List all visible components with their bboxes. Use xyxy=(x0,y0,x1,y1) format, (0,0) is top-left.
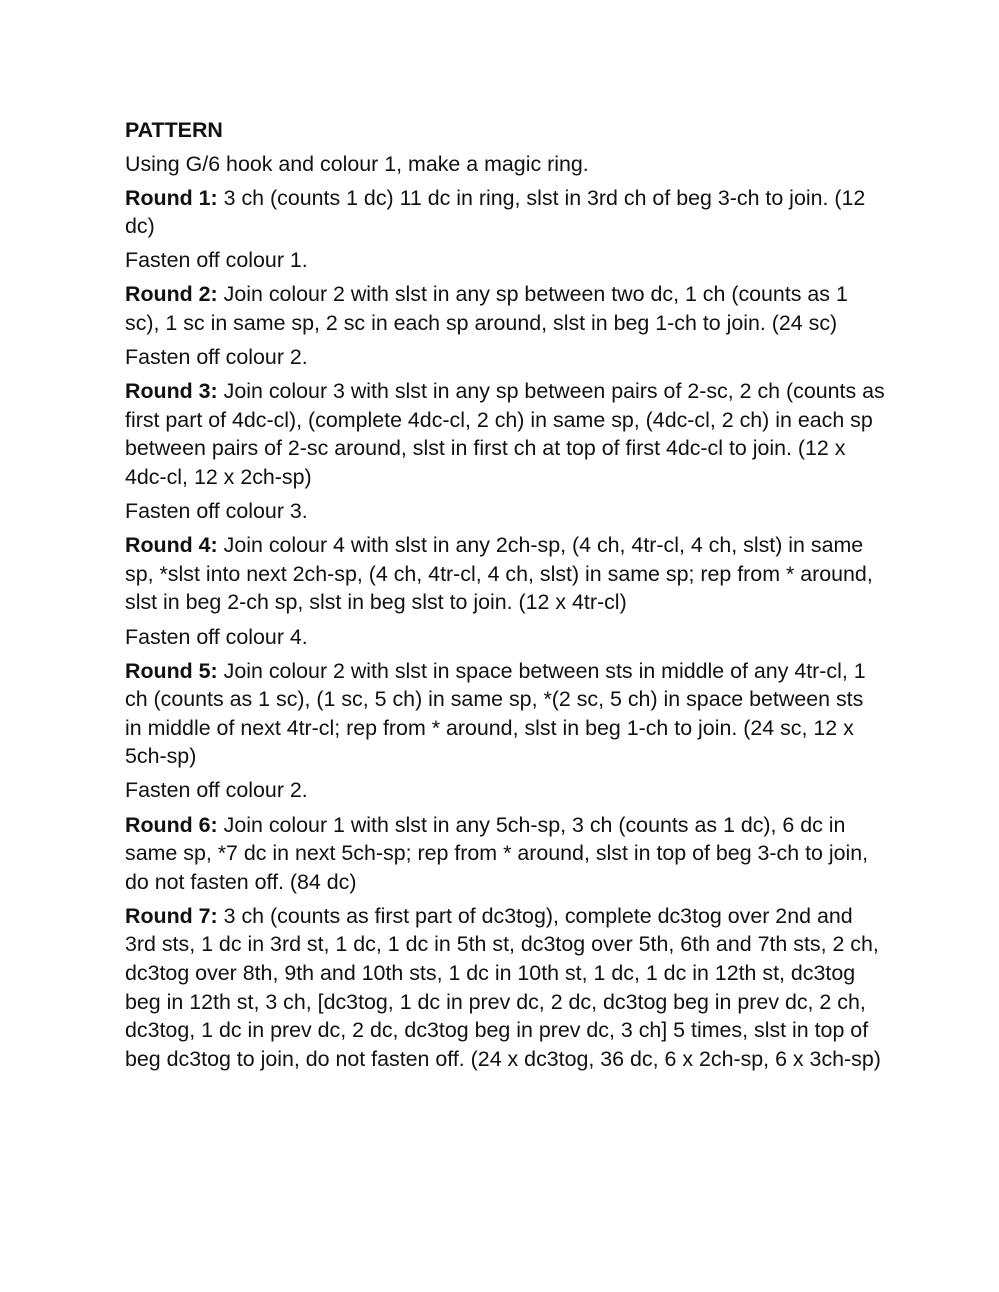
fasten-off-paragraph xyxy=(125,246,885,275)
instruction-text: Fasten off colour 2. xyxy=(125,778,308,803)
fasten-off-paragraph xyxy=(125,343,885,372)
instruction-text: 3 ch (counts 1 dc) 11 dc in ring, slst in 3rd ch of beg 3-ch to join. (12 dc) xyxy=(125,185,866,239)
round-paragraph xyxy=(125,184,885,241)
fasten-off-paragraph xyxy=(125,497,885,526)
instruction-text: Fasten off colour 1. xyxy=(125,248,308,273)
round-paragraph xyxy=(125,377,885,491)
pattern-heading: PATTERN xyxy=(125,118,223,142)
instruction-text: Fasten off colour 3. xyxy=(125,499,308,524)
round-label: Round 2: xyxy=(125,282,218,307)
fasten-off-paragraph xyxy=(125,776,885,805)
round-label: Round 1: xyxy=(125,185,218,210)
instruction-text: Join colour 4 with slst in any 2ch-sp, (4 ch, 4tr-cl, 4 ch, slst) in same sp, *slst into next 2ch-sp, (4 ch, 4tr-cl, 4 ch, slst) in same sp; rep from * around, slst in beg 2-ch sp, slst in beg slst to join. (12 x 4tr-cl) xyxy=(125,533,873,615)
instruction-text: Join colour 2 with slst in space between sts in middle of any 4tr-cl, 1 ch (counts as 1 sc), (1 sc, 5 ch) in same sp, *(2 sc, 5 ch) in space between sts in middle of next 4tr-cl; rep from * around, slst in beg 1-ch to join. (24 sc, 12 x 5ch-sp) xyxy=(125,658,866,769)
round-paragraph xyxy=(125,531,885,617)
instruction-text: Fasten off colour 4. xyxy=(125,624,308,649)
round-paragraph xyxy=(125,280,885,337)
instruction-text: Join colour 3 with slst in any sp between pairs of 2-sc, 2 ch (counts as first part of 4dc-cl), (complete 4dc-cl, 2 ch) in same sp, (4dc-cl, 2 ch) in each sp between pairs of 2-sc around, slst in first ch at top of first 4dc-cl to join. (12 x 4dc-cl, 12 x 2ch-sp) xyxy=(125,379,885,490)
round-label: Round 7: xyxy=(125,903,218,928)
instruction-text: Join colour 1 with slst in any 5ch-sp, 3 ch (counts as 1 dc), 6 dc in same sp, *7 dc in next 5ch-sp; rep from * around, slst in top of beg 3-ch to join, do not fasten off. (84 dc) xyxy=(125,812,869,894)
pattern-page xyxy=(125,116,885,1079)
instruction-text: 3 ch (counts as first part of dc3tog), complete dc3tog over 2nd and 3rd sts, 1 dc in 3rd st, 1 dc, 1 dc in 5th st, dc3tog over 5th, 6th and 7th sts, 2 ch, dc3tog over 8th, 9th and 10th sts, 1 dc in 10th st, 1 dc, 1 dc in 12th st, dc3tog beg in 12th st, 3 ch, [dc3tog, 1 dc in prev dc, 2 dc, dc3tog beg in prev dc, 2 ch, dc3tog, 1 dc in prev dc, 2 dc, dc3tog beg in prev dc, 3 ch] 5 times, slst in top of beg dc3tog to join, do not fasten off. (24 x dc3tog, 36 dc, 6 x 2ch-sp, 6 x 3ch-sp) xyxy=(125,903,881,1071)
round-paragraph xyxy=(125,902,885,1074)
instruction-text: Fasten off colour 2. xyxy=(125,345,308,370)
round-label: Round 3: xyxy=(125,379,218,404)
round-label: Round 4: xyxy=(125,533,218,558)
pattern-instructions xyxy=(125,184,885,1074)
instruction-text: Join colour 2 with slst in any sp between two dc, 1 ch (counts as 1 sc), 1 sc in same sp, 2 sc in each sp around, slst in beg 1-ch to join. (24 sc) xyxy=(125,282,848,336)
intro-paragraph: Using G/6 hook and colour 1, make a magic ring. xyxy=(125,151,589,176)
fasten-off-paragraph xyxy=(125,623,885,652)
round-label: Round 5: xyxy=(125,658,218,683)
round-label: Round 6: xyxy=(125,812,218,837)
round-paragraph xyxy=(125,657,885,771)
round-paragraph xyxy=(125,811,885,897)
